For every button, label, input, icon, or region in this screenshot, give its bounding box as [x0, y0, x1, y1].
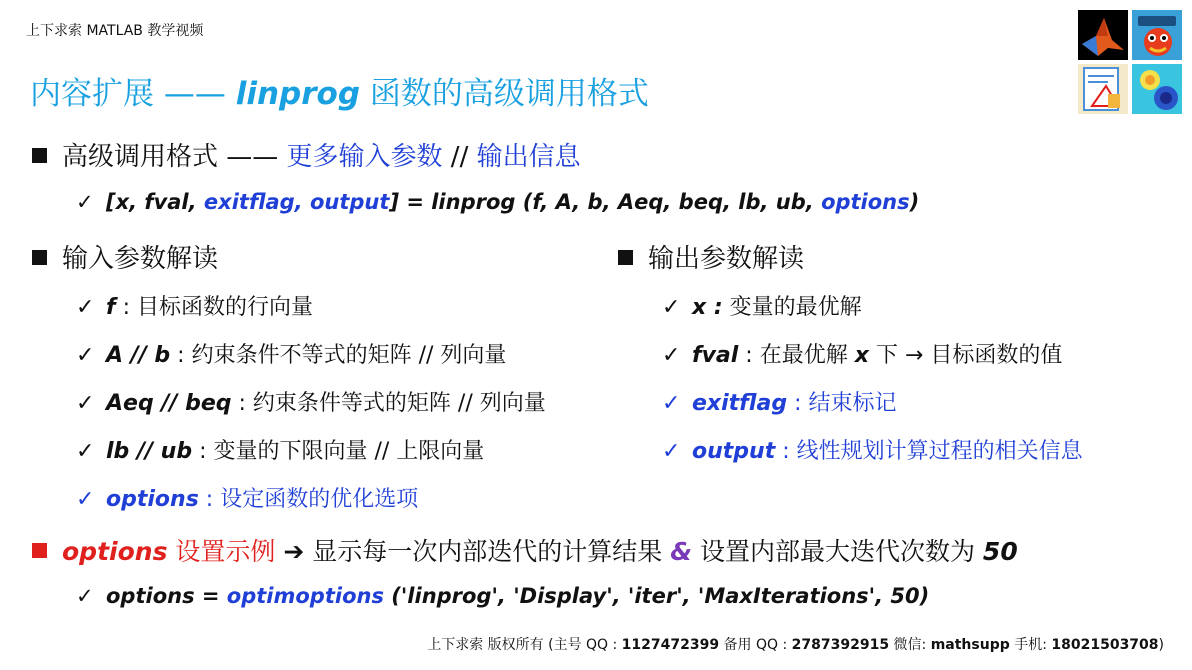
- output-item-x: [662, 290, 862, 321]
- item-key: Aeq // beq: [106, 391, 232, 416]
- footer-qq-main: 1127472399: [621, 637, 720, 653]
- item-desc: : 约束条件等式的矩阵 // 列向量: [231, 391, 546, 416]
- check-icon: ✓: [662, 295, 681, 320]
- code-part: ): [909, 190, 920, 214]
- title-suffix: 函数的高级调用格式: [360, 76, 649, 112]
- optimoptions-code: [76, 584, 929, 608]
- code-part: exitflag, output: [203, 190, 390, 214]
- footer-text: 上下求索 版权所有 (主号 QQ :: [427, 637, 622, 653]
- check-icon: ✓: [76, 190, 94, 214]
- item-desc: : 线性规划计算过程的相关信息: [775, 439, 1083, 464]
- heading-label: 输入参数解读: [62, 244, 219, 274]
- check-icon: ✓: [662, 439, 681, 464]
- item-key: options: [106, 487, 199, 512]
- code-part: options =: [106, 584, 227, 608]
- footer-text: 手机:: [1009, 637, 1052, 653]
- output-item-exitflag: [662, 386, 897, 417]
- output-item-output: [662, 434, 1083, 465]
- separator: //: [442, 142, 477, 172]
- check-icon: ✓: [76, 295, 95, 320]
- example-number: 50: [982, 537, 1018, 566]
- footer-text: 备用 QQ :: [719, 637, 792, 653]
- item-key: fval: [692, 343, 739, 368]
- input-item-a-b: [76, 338, 506, 369]
- item-key: f: [106, 295, 116, 320]
- check-icon: ✓: [76, 391, 95, 416]
- item-desc: : 设定函数的优化选项: [198, 487, 419, 512]
- item-desc: : 约束条件不等式的矩阵 // 列向量: [170, 343, 507, 368]
- title-function: linprog: [235, 76, 361, 112]
- item-desc: : 变量的下限向量 // 上限向量: [192, 439, 485, 464]
- outputs-heading: [618, 238, 804, 275]
- footer-text: 微信:: [889, 637, 931, 653]
- item-desc: : 目标函数的行向量: [115, 295, 313, 320]
- page-title: [30, 68, 649, 113]
- bullet-square-icon: [32, 250, 47, 265]
- item-desc-tail: 下 → 目标函数的值: [868, 343, 1063, 368]
- item-desc: 变量的最优解: [722, 295, 862, 320]
- more-inputs-label: 更多输入参数: [286, 142, 443, 172]
- footer-phone: 18021503708: [1051, 637, 1159, 653]
- logo-icons: [1078, 10, 1184, 114]
- heatmap-icon: [1132, 64, 1182, 114]
- item-key: lb // ub: [106, 439, 193, 464]
- code-part: options: [821, 190, 910, 214]
- footer-qq-backup: 2787392915: [791, 637, 890, 653]
- chart-document-icon: [1078, 64, 1128, 114]
- heading-label: 输出参数解读: [648, 244, 805, 274]
- check-icon: ✓: [76, 343, 95, 368]
- input-item-lb-ub: [76, 434, 484, 465]
- item-key: x :: [692, 295, 723, 320]
- check-icon: ✓: [662, 391, 681, 416]
- ampersand: &: [670, 537, 693, 566]
- check-icon: ✓: [662, 343, 681, 368]
- item-key: exitflag: [692, 391, 788, 416]
- example-label: 设置示例: [167, 537, 276, 566]
- item-desc: : 结束标记: [787, 391, 897, 416]
- footer-text: ): [1158, 637, 1164, 653]
- options-example-heading: [32, 532, 1018, 568]
- section-label: 高级调用格式 ——: [62, 142, 287, 172]
- input-item-aeq-beq: [76, 386, 546, 417]
- input-item-options: [76, 482, 418, 513]
- code-part: optimoptions: [226, 584, 384, 608]
- check-icon: ✓: [76, 439, 95, 464]
- title-prefix: 内容扩展 ——: [30, 76, 236, 112]
- options-key: options: [62, 537, 168, 566]
- section-advanced-format: [32, 136, 581, 173]
- example-text: 显示每一次内部迭代的计算结果: [312, 537, 671, 566]
- channel-label: 上下求索 MATLAB 教学视频: [26, 23, 204, 39]
- bullet-square-icon: [32, 543, 47, 558]
- item-desc-var: x: [854, 343, 869, 368]
- check-icon: ✓: [76, 584, 94, 608]
- footer-wechat: mathsupp: [930, 637, 1010, 653]
- item-desc: : 在最优解: [738, 343, 855, 368]
- arrow-icon: ➔: [275, 537, 313, 566]
- item-key: A // b: [106, 343, 171, 368]
- check-icon: ✓: [76, 487, 95, 512]
- item-key: output: [692, 439, 776, 464]
- output-item-fval: [662, 338, 1062, 369]
- inputs-heading: [32, 238, 218, 275]
- code-part: ('linprog', 'Display', 'iter', 'MaxIterations', 50): [383, 584, 930, 608]
- output-info-label: 输出信息: [476, 142, 581, 172]
- code-part: [x, fval,: [106, 190, 204, 214]
- linprog-syntax: [76, 190, 919, 214]
- cartoon-character-icon: [1132, 10, 1182, 60]
- code-part: ] = linprog (f, A, b, Aeq, beq, lb, ub,: [389, 190, 822, 214]
- matlab-logo-icon: [1078, 10, 1128, 60]
- copyright-footer: [427, 634, 1164, 654]
- bullet-square-icon: [618, 250, 633, 265]
- bullet-square-icon: [32, 148, 47, 163]
- input-item-f: [76, 290, 313, 321]
- example-text: 设置内部最大迭代次数为: [692, 537, 983, 566]
